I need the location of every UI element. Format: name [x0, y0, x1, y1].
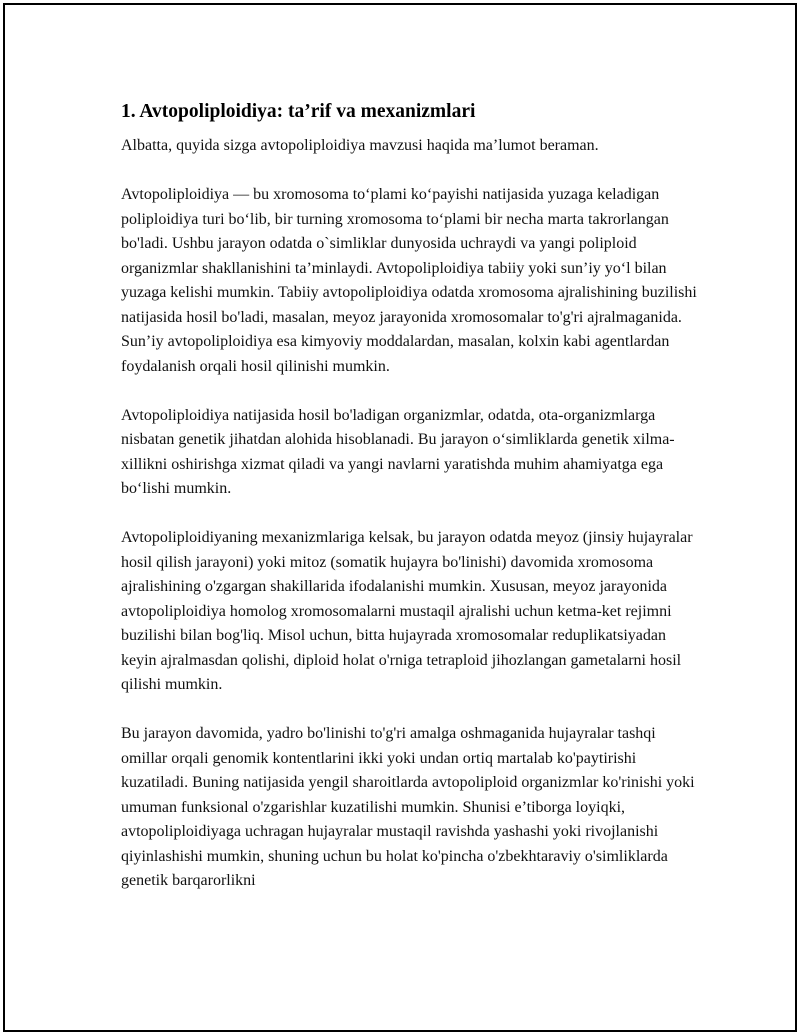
- mechanism-paragraph: Avtopoliploidiyaning mexanizmlariga kelsak, bu jarayon odatda meyoz (jinsiy hujayralar hosil qilish jarayoni) yoki mitoz (somatik hujayra bo'linishi) davomida xromosoma ajralishining o'zgargan shakillarida ifodalanishi mumkin. Xususan, meyoz jarayonida avtopoliploidiya homolog xromosomalarni mustaqil ajralishi uchun ketma-ket rejimni buzilishi bilan bog'liq. Misol uchun, bitta hujayrada xromosomalar reduplikatsiyadan keyin ajralmasdan qolishi, diploid holat o'rniga tetraploid jihozlangan gametalarni hosil qilishi mumkin.: [121, 529, 693, 693]
- nuclear-division-paragraph: Bu jarayon davomida, yadro bo'linishi to'g'ri amalga oshmaganida hujayralar tashqi omillar orqali genomik kontentlarini ikki yoki undan ortiq martalab ko'paytirishi kuzatiladi. Buning natijasida yengil sharoitlarda avtopoliploid organizmlar ko'rinishi yoki umuman funksional o'zgarishlar kuzatilishi mumkin. Shunisi e’tiborga loyiqki, avtopoliploidiyaga uchragan hujayralar mustaqil ravishda yashashi yoki rivojlanishi qiyinlashishi mumkin, shuning uchun bu holat ko'pincha o'zbekhtaraviy o'simliklarda genetik barqarorlikni: [121, 725, 695, 889]
- document-page: [3, 3, 797, 1032]
- significance-paragraph: Avtopoliploidiya natijasida hosil bo'ladigan organizmlar, odatda, ota-organizmlarga nisbatan genetik jihatdan alohida hisoblanadi. Bu jarayon o‘simliklarda genetik xilma-xillikni oshirishga xizmat qiladi va yangi navlarni yaratishda muhim ahamiyatga ega bo‘lishi mumkin.: [121, 406, 675, 497]
- section-heading: 1. Avtopoliploidiya: ta’rif va mexanizmlari: [121, 101, 476, 122]
- intro-paragraph: Albatta, quyida sizga avtopoliploidiya mavzusi haqida ma’lumot beraman.: [121, 137, 599, 154]
- definition-paragraph: Avtopoliploidiya — bu xromosoma to‘plami ko‘payishi natijasida yuzaga keladigan poliploidiya turi bo‘lib, bir turning xromosoma to‘plami bir necha marta takrorlangan bo'ladi. Ushbu jarayon odatda o`simliklar dunyosida uchraydi va yangi poliploid organizmlar shakllanishini ta’minlaydi. Avtopoliploidiya tabiiy yoki sun’iy yo‘l bilan yuzaga kelishi mumkin. Tabiiy avtopoliploidiya odatda xromosoma ajralishining buzilishi natijasida hosil bo'ladi, masalan, meyoz jarayonida xromosomalar to'g'ri ajralmaganida. Sun’iy avtopoliploidiya esa kimyoviy moddalardan, masalan, kolxin kabi agentlardan foydalanish orqali hosil qilinishi mumkin.: [121, 186, 697, 375]
- document-body: [121, 99, 701, 918]
